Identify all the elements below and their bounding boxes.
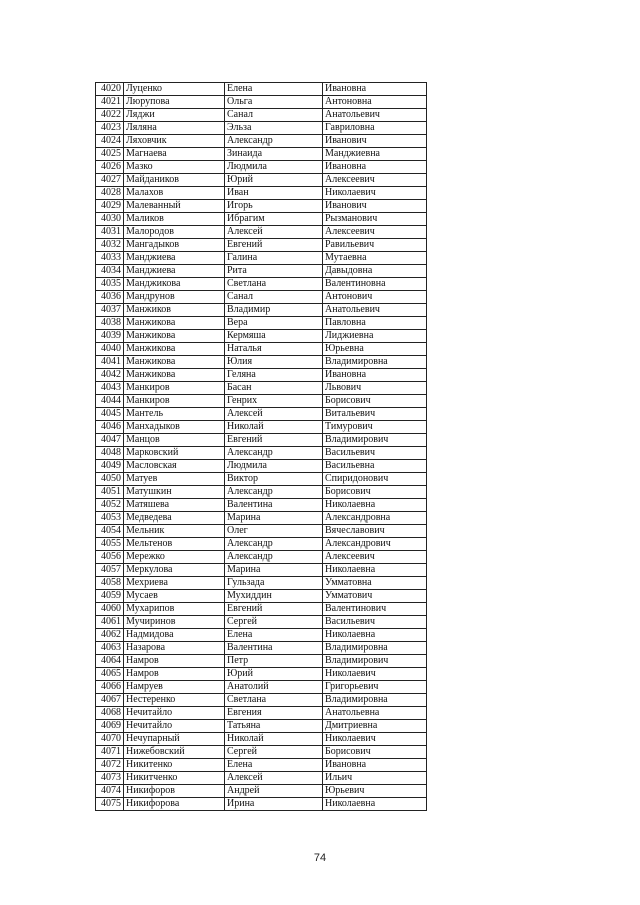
- table-row: [96, 616, 427, 629]
- first-name-cell: Анатолий: [225, 681, 323, 694]
- table-row: [96, 772, 427, 785]
- first-name-cell: Генрих: [225, 395, 323, 408]
- last-name-cell: Намруев: [124, 681, 225, 694]
- first-name-cell: Александр: [225, 486, 323, 499]
- last-name-cell: Малеванный: [124, 200, 225, 213]
- record-number-cell: 4035: [96, 278, 124, 291]
- table-row: [96, 668, 427, 681]
- record-number-cell: 4023: [96, 122, 124, 135]
- record-number-cell: 4020: [96, 83, 124, 96]
- record-number-cell: 4031: [96, 226, 124, 239]
- first-name-cell: Юрий: [225, 174, 323, 187]
- record-number-cell: 4040: [96, 343, 124, 356]
- table-row: [96, 629, 427, 642]
- record-number-cell: 4042: [96, 369, 124, 382]
- last-name-cell: Люрупова: [124, 96, 225, 109]
- patronymic-cell: Юрьевич: [323, 785, 427, 798]
- table-row: [96, 564, 427, 577]
- table-row: [96, 720, 427, 733]
- table-row: [96, 213, 427, 226]
- table-row: [96, 109, 427, 122]
- patronymic-cell: Мутаевна: [323, 252, 427, 265]
- record-number-cell: 4067: [96, 694, 124, 707]
- patronymic-cell: Александровна: [323, 512, 427, 525]
- record-number-cell: 4053: [96, 512, 124, 525]
- first-name-cell: Юрий: [225, 668, 323, 681]
- record-number-cell: 4026: [96, 161, 124, 174]
- last-name-cell: Медведева: [124, 512, 225, 525]
- patronymic-cell: Манджиевна: [323, 148, 427, 161]
- table-row: [96, 239, 427, 252]
- last-name-cell: Мельтенов: [124, 538, 225, 551]
- last-name-cell: Матушкин: [124, 486, 225, 499]
- patronymic-cell: Витальевич: [323, 408, 427, 421]
- patronymic-cell: Николаевич: [323, 668, 427, 681]
- patronymic-cell: Владимирович: [323, 434, 427, 447]
- first-name-cell: Гульзада: [225, 577, 323, 590]
- patronymic-cell: Александрович: [323, 538, 427, 551]
- record-number-cell: 4049: [96, 460, 124, 473]
- record-number-cell: 4043: [96, 382, 124, 395]
- table-row: [96, 590, 427, 603]
- patronymic-cell: Рызманович: [323, 213, 427, 226]
- record-number-cell: 4036: [96, 291, 124, 304]
- first-name-cell: Сергей: [225, 616, 323, 629]
- last-name-cell: Манкиров: [124, 382, 225, 395]
- last-name-cell: Нестеренко: [124, 694, 225, 707]
- record-number-cell: 4050: [96, 473, 124, 486]
- patronymic-cell: Ильич: [323, 772, 427, 785]
- record-number-cell: 4028: [96, 187, 124, 200]
- patronymic-cell: Владимировна: [323, 642, 427, 655]
- patronymic-cell: Ивановна: [323, 83, 427, 96]
- last-name-cell: Манжиков: [124, 304, 225, 317]
- last-name-cell: Манжикова: [124, 330, 225, 343]
- first-name-cell: Игорь: [225, 200, 323, 213]
- patronymic-cell: Антонович: [323, 291, 427, 304]
- record-number-cell: 4045: [96, 408, 124, 421]
- patronymic-cell: Владимировна: [323, 356, 427, 369]
- patronymic-cell: Алексеевич: [323, 226, 427, 239]
- patronymic-cell: Анатольевич: [323, 304, 427, 317]
- table-row: [96, 408, 427, 421]
- last-name-cell: Манжикова: [124, 343, 225, 356]
- patronymic-cell: Анатольевич: [323, 109, 427, 122]
- patronymic-cell: Давыдовна: [323, 265, 427, 278]
- table-row: [96, 785, 427, 798]
- table-row: [96, 265, 427, 278]
- last-name-cell: Нечитайло: [124, 720, 225, 733]
- table-row: [96, 317, 427, 330]
- record-number-cell: 4068: [96, 707, 124, 720]
- table-row: [96, 681, 427, 694]
- first-name-cell: Ибрагим: [225, 213, 323, 226]
- patronymic-cell: Ивановна: [323, 161, 427, 174]
- table-row: [96, 291, 427, 304]
- first-name-cell: Басан: [225, 382, 323, 395]
- table-row: [96, 525, 427, 538]
- last-name-cell: Никитенко: [124, 759, 225, 772]
- patronymic-cell: Алексеевич: [323, 174, 427, 187]
- last-name-cell: Луценко: [124, 83, 225, 96]
- patronymic-cell: Владимирович: [323, 655, 427, 668]
- patronymic-cell: Гавриловна: [323, 122, 427, 135]
- last-name-cell: Нечитайло: [124, 707, 225, 720]
- patronymic-cell: Антоновна: [323, 96, 427, 109]
- last-name-cell: Меркулова: [124, 564, 225, 577]
- table-row: [96, 577, 427, 590]
- last-name-cell: Манжикова: [124, 317, 225, 330]
- last-name-cell: Манджиева: [124, 252, 225, 265]
- first-name-cell: Сергей: [225, 746, 323, 759]
- first-name-cell: Александр: [225, 135, 323, 148]
- table-row: [96, 200, 427, 213]
- first-name-cell: Юлия: [225, 356, 323, 369]
- table-row: [96, 642, 427, 655]
- table-row: [96, 304, 427, 317]
- record-number-cell: 4054: [96, 525, 124, 538]
- last-name-cell: Масловская: [124, 460, 225, 473]
- table-row: [96, 603, 427, 616]
- table-row: [96, 486, 427, 499]
- first-name-cell: Ирина: [225, 798, 323, 811]
- table-row: [96, 460, 427, 473]
- record-number-cell: 4052: [96, 499, 124, 512]
- last-name-cell: Ляляна: [124, 122, 225, 135]
- first-name-cell: Рита: [225, 265, 323, 278]
- table-row: [96, 512, 427, 525]
- record-number-cell: 4058: [96, 577, 124, 590]
- first-name-cell: Вера: [225, 317, 323, 330]
- patronymic-cell: Ивановна: [323, 369, 427, 382]
- record-number-cell: 4060: [96, 603, 124, 616]
- patronymic-cell: Тимурович: [323, 421, 427, 434]
- record-number-cell: 4074: [96, 785, 124, 798]
- table-body: [96, 83, 427, 811]
- last-name-cell: Мехриева: [124, 577, 225, 590]
- record-number-cell: 4065: [96, 668, 124, 681]
- patronymic-cell: Валентинович: [323, 603, 427, 616]
- first-name-cell: Кермяша: [225, 330, 323, 343]
- record-number-cell: 4021: [96, 96, 124, 109]
- last-name-cell: Намров: [124, 668, 225, 681]
- record-number-cell: 4056: [96, 551, 124, 564]
- record-number-cell: 4046: [96, 421, 124, 434]
- patronymic-cell: Валентиновна: [323, 278, 427, 291]
- last-name-cell: Манжикова: [124, 369, 225, 382]
- last-name-cell: Магнаева: [124, 148, 225, 161]
- first-name-cell: Марина: [225, 512, 323, 525]
- patronymic-cell: Борисович: [323, 395, 427, 408]
- first-name-cell: Татьяна: [225, 720, 323, 733]
- first-name-cell: Санал: [225, 109, 323, 122]
- patronymic-cell: Вячеславович: [323, 525, 427, 538]
- last-name-cell: Мучиринов: [124, 616, 225, 629]
- record-number-cell: 4069: [96, 720, 124, 733]
- last-name-cell: Марковский: [124, 447, 225, 460]
- table-row: [96, 122, 427, 135]
- first-name-cell: Евгений: [225, 603, 323, 616]
- last-name-cell: Назарова: [124, 642, 225, 655]
- last-name-cell: Манцов: [124, 434, 225, 447]
- last-name-cell: Мазко: [124, 161, 225, 174]
- last-name-cell: Намров: [124, 655, 225, 668]
- table-row: [96, 759, 427, 772]
- patronymic-cell: Ивановна: [323, 759, 427, 772]
- last-name-cell: Манжикова: [124, 356, 225, 369]
- patronymic-cell: Львович: [323, 382, 427, 395]
- patronymic-cell: Николаевна: [323, 499, 427, 512]
- table-row: [96, 655, 427, 668]
- table-row: [96, 148, 427, 161]
- record-number-cell: 4051: [96, 486, 124, 499]
- record-number-cell: 4061: [96, 616, 124, 629]
- patronymic-cell: Алексеевич: [323, 551, 427, 564]
- patronymic-cell: Григорьевич: [323, 681, 427, 694]
- table-row: [96, 694, 427, 707]
- record-number-cell: 4066: [96, 681, 124, 694]
- first-name-cell: Евгения: [225, 707, 323, 720]
- first-name-cell: Светлана: [225, 278, 323, 291]
- record-number-cell: 4044: [96, 395, 124, 408]
- record-number-cell: 4025: [96, 148, 124, 161]
- last-name-cell: Мухарипов: [124, 603, 225, 616]
- first-name-cell: Валентина: [225, 499, 323, 512]
- patronymic-cell: Юрьевна: [323, 343, 427, 356]
- record-number-cell: 4059: [96, 590, 124, 603]
- last-name-cell: Манхадыков: [124, 421, 225, 434]
- table-row: [96, 356, 427, 369]
- last-name-cell: Ляджи: [124, 109, 225, 122]
- patronymic-cell: Васильевич: [323, 616, 427, 629]
- first-name-cell: Галина: [225, 252, 323, 265]
- table-row: [96, 707, 427, 720]
- record-number-cell: 4024: [96, 135, 124, 148]
- patronymic-cell: Николаевна: [323, 798, 427, 811]
- table-row: [96, 278, 427, 291]
- patronymic-cell: Спиридонович: [323, 473, 427, 486]
- table-row: [96, 369, 427, 382]
- first-name-cell: Елена: [225, 83, 323, 96]
- patronymic-cell: Павловна: [323, 317, 427, 330]
- record-number-cell: 4041: [96, 356, 124, 369]
- table-row: [96, 83, 427, 96]
- first-name-cell: Александр: [225, 551, 323, 564]
- last-name-cell: Матяшева: [124, 499, 225, 512]
- patronymic-cell: Дмитриевна: [323, 720, 427, 733]
- first-name-cell: Николай: [225, 733, 323, 746]
- table-row: [96, 434, 427, 447]
- first-name-cell: Геляна: [225, 369, 323, 382]
- first-name-cell: Алексей: [225, 408, 323, 421]
- patronymic-cell: Лиджиевна: [323, 330, 427, 343]
- names-table: [95, 82, 427, 811]
- table-row: [96, 174, 427, 187]
- record-number-cell: 4047: [96, 434, 124, 447]
- last-name-cell: Малородов: [124, 226, 225, 239]
- record-number-cell: 4073: [96, 772, 124, 785]
- table-row: [96, 421, 427, 434]
- record-number-cell: 4037: [96, 304, 124, 317]
- record-number-cell: 4022: [96, 109, 124, 122]
- last-name-cell: Надмидова: [124, 629, 225, 642]
- table-row: [96, 343, 427, 356]
- last-name-cell: Матуев: [124, 473, 225, 486]
- last-name-cell: Манджикова: [124, 278, 225, 291]
- patronymic-cell: Иванович: [323, 200, 427, 213]
- patronymic-cell: Николаевна: [323, 564, 427, 577]
- record-number-cell: 4062: [96, 629, 124, 642]
- table-row: [96, 798, 427, 811]
- first-name-cell: Светлана: [225, 694, 323, 707]
- first-name-cell: Виктор: [225, 473, 323, 486]
- patronymic-cell: Николаевич: [323, 187, 427, 200]
- patronymic-cell: Умматовна: [323, 577, 427, 590]
- table-row: [96, 161, 427, 174]
- record-number-cell: 4034: [96, 265, 124, 278]
- record-number-cell: 4075: [96, 798, 124, 811]
- first-name-cell: Евгений: [225, 239, 323, 252]
- table-row: [96, 551, 427, 564]
- first-name-cell: Валентина: [225, 642, 323, 655]
- record-number-cell: 4071: [96, 746, 124, 759]
- first-name-cell: Мухиддин: [225, 590, 323, 603]
- last-name-cell: Манкиров: [124, 395, 225, 408]
- last-name-cell: Майдаников: [124, 174, 225, 187]
- table-row: [96, 746, 427, 759]
- record-number-cell: 4072: [96, 759, 124, 772]
- record-number-cell: 4055: [96, 538, 124, 551]
- first-name-cell: Людмила: [225, 460, 323, 473]
- patronymic-cell: Николаевич: [323, 733, 427, 746]
- record-number-cell: 4030: [96, 213, 124, 226]
- table-row: [96, 96, 427, 109]
- table-row: [96, 187, 427, 200]
- record-number-cell: 4039: [96, 330, 124, 343]
- record-number-cell: 4029: [96, 200, 124, 213]
- patronymic-cell: Умматович: [323, 590, 427, 603]
- last-name-cell: Нижебовский: [124, 746, 225, 759]
- patronymic-cell: Анатольевна: [323, 707, 427, 720]
- record-number-cell: 4032: [96, 239, 124, 252]
- patronymic-cell: Владимировна: [323, 694, 427, 707]
- last-name-cell: Мангадыков: [124, 239, 225, 252]
- patronymic-cell: Борисович: [323, 746, 427, 759]
- record-number-cell: 4057: [96, 564, 124, 577]
- patronymic-cell: Васильевич: [323, 447, 427, 460]
- first-name-cell: Марина: [225, 564, 323, 577]
- table-row: [96, 538, 427, 551]
- page-number: 74: [313, 852, 327, 864]
- first-name-cell: Александр: [225, 538, 323, 551]
- first-name-cell: Николай: [225, 421, 323, 434]
- last-name-cell: Никифорова: [124, 798, 225, 811]
- first-name-cell: Петр: [225, 655, 323, 668]
- first-name-cell: Ольга: [225, 96, 323, 109]
- record-number-cell: 4033: [96, 252, 124, 265]
- last-name-cell: Ляховчик: [124, 135, 225, 148]
- last-name-cell: Никитченко: [124, 772, 225, 785]
- first-name-cell: Олег: [225, 525, 323, 538]
- last-name-cell: Нечупарный: [124, 733, 225, 746]
- first-name-cell: Елена: [225, 759, 323, 772]
- table-row: [96, 733, 427, 746]
- table-row: [96, 226, 427, 239]
- first-name-cell: Зинаида: [225, 148, 323, 161]
- table-row: [96, 330, 427, 343]
- record-number-cell: 4070: [96, 733, 124, 746]
- first-name-cell: Алексей: [225, 226, 323, 239]
- last-name-cell: Мусаев: [124, 590, 225, 603]
- first-name-cell: Елена: [225, 629, 323, 642]
- first-name-cell: Наталья: [225, 343, 323, 356]
- patronymic-cell: Иванович: [323, 135, 427, 148]
- first-name-cell: Евгений: [225, 434, 323, 447]
- first-name-cell: Владимир: [225, 304, 323, 317]
- record-number-cell: 4064: [96, 655, 124, 668]
- last-name-cell: Никифоров: [124, 785, 225, 798]
- table-row: [96, 135, 427, 148]
- table-row: [96, 382, 427, 395]
- record-number-cell: 4063: [96, 642, 124, 655]
- last-name-cell: Мережко: [124, 551, 225, 564]
- first-name-cell: Алексей: [225, 772, 323, 785]
- table-row: [96, 499, 427, 512]
- table-row: [96, 447, 427, 460]
- first-name-cell: Эльза: [225, 122, 323, 135]
- patronymic-cell: Николаевна: [323, 629, 427, 642]
- table-row: [96, 395, 427, 408]
- last-name-cell: Мантель: [124, 408, 225, 421]
- table-row: [96, 473, 427, 486]
- record-number-cell: 4048: [96, 447, 124, 460]
- last-name-cell: Малахов: [124, 187, 225, 200]
- patronymic-cell: Васильевна: [323, 460, 427, 473]
- last-name-cell: Мельник: [124, 525, 225, 538]
- record-number-cell: 4038: [96, 317, 124, 330]
- patronymic-cell: Равильевич: [323, 239, 427, 252]
- first-name-cell: Александр: [225, 447, 323, 460]
- table-row: [96, 252, 427, 265]
- patronymic-cell: Борисович: [323, 486, 427, 499]
- first-name-cell: Санал: [225, 291, 323, 304]
- record-number-cell: 4027: [96, 174, 124, 187]
- last-name-cell: Маликов: [124, 213, 225, 226]
- last-name-cell: Манджиева: [124, 265, 225, 278]
- first-name-cell: Иван: [225, 187, 323, 200]
- first-name-cell: Андрей: [225, 785, 323, 798]
- first-name-cell: Людмила: [225, 161, 323, 174]
- last-name-cell: Мандрунов: [124, 291, 225, 304]
